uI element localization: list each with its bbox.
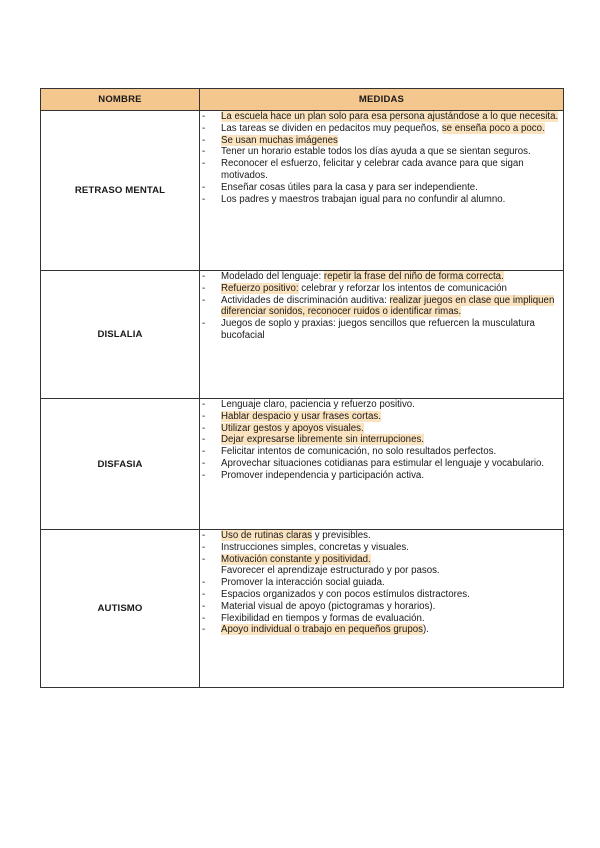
- measures-list: [200, 271, 563, 342]
- highlighted-text: Uso de rutinas claras: [221, 530, 312, 541]
- list-item: [200, 194, 563, 206]
- list-item: [200, 530, 563, 542]
- item-text: Espacios organizados y con pocos estímulos distractores.: [221, 588, 470, 600]
- item-text: Enseñar cosas útiles para la casa y para ser independiente.: [221, 181, 478, 193]
- header-medidas: MEDIDAS: [200, 89, 564, 111]
- list-item: [200, 565, 563, 577]
- item-text: Reconocer el esfuerzo, felicitar y celebrar cada avance para que sigan motivados.: [221, 158, 524, 181]
- item-text: Juegos de soplo y praxias: juegos sencillos que refuercen la musculatura bucofacial: [221, 318, 535, 341]
- row-name: DISLALIA: [41, 271, 200, 399]
- list-item: [200, 423, 563, 435]
- list-item: [200, 470, 563, 482]
- item-text: y previsibles.: [312, 530, 371, 541]
- highlighted-text: repetir la frase del niño de forma correcta.: [323, 271, 504, 282]
- list-item: [200, 399, 563, 411]
- item-text: Los padres y maestros trabajan igual para no confundir al alumno.: [221, 193, 506, 205]
- highlighted-text: Refuerzo positivo:: [221, 282, 299, 294]
- highlighted-text: La escuela hace un plan solo para esa persona ajustándose a lo que necesita.: [221, 111, 559, 122]
- table-header-row: [41, 89, 564, 111]
- measures-list: [200, 530, 563, 636]
- row-name: DISFASIA: [41, 399, 200, 530]
- list-item: [200, 318, 563, 342]
- table-row: [41, 530, 564, 688]
- row-name: RETRASO MENTAL: [41, 111, 200, 271]
- list-item: [200, 458, 563, 470]
- row-measures: [200, 271, 564, 399]
- list-item: [200, 158, 563, 182]
- item-text: Promover independencia y participación activa.: [221, 469, 425, 481]
- list-item: [200, 146, 563, 158]
- list-item: [200, 624, 563, 636]
- list-item: [200, 434, 563, 446]
- item-text: Flexibilidad en tiempos y formas de evaluación.: [221, 612, 425, 624]
- highlighted-text: Motivación constante y positividad.: [221, 553, 371, 565]
- list-item: [200, 446, 563, 458]
- highlighted-text: Utilizar gestos y apoyos visuales.: [221, 422, 364, 434]
- row-name: AUTISMO: [41, 530, 200, 688]
- item-text: ).: [422, 624, 429, 636]
- item-text: Promover la interacción social guiada.: [221, 577, 385, 589]
- list-item: [200, 542, 563, 554]
- item-text: Instrucciones simples, concretas y visuales.: [221, 541, 409, 553]
- measures-list: [200, 111, 563, 205]
- item-text: Lenguaje claro, paciencia y refuerzo positivo.: [221, 399, 415, 410]
- highlighted-text: Dejar expresarse libremente sin interrupciones.: [221, 434, 424, 446]
- row-measures: [200, 399, 564, 530]
- item-text: Actividades de discriminación auditiva:: [221, 294, 390, 306]
- list-item: [200, 613, 563, 625]
- list-item: [200, 271, 563, 283]
- list-item: [200, 123, 563, 135]
- header-nombre: NOMBRE: [41, 89, 200, 111]
- item-text: Favorecer el aprendizaje estructurado y por pasos.: [221, 565, 440, 577]
- table-row: [41, 271, 564, 399]
- list-item: [200, 135, 563, 147]
- highlighted-text: Hablar despacio y usar frases cortas.: [221, 410, 381, 422]
- list-item: [200, 283, 563, 295]
- list-item: [200, 411, 563, 423]
- list-item: [200, 589, 563, 601]
- highlighted-text: Se usan muchas imágenes: [221, 134, 338, 146]
- item-text: Las tareas se dividen en pedacitos muy pequeños,: [221, 122, 442, 134]
- item-text: Material visual de apoyo (pictogramas y horarios).: [221, 600, 436, 612]
- highlighted-text: se enseña poco a poco.: [441, 122, 545, 134]
- table-row: [41, 111, 564, 271]
- list-item: [200, 295, 563, 319]
- highlighted-text: realizar juegos en clase que impliquen diferenciar sonidos, reconocer ruidos o identificar rimas.: [221, 294, 555, 318]
- measures-list: [200, 399, 563, 482]
- item-text: Tener un horario estable todos los días ayuda a que se sientan seguros.: [221, 146, 531, 158]
- list-item: [200, 577, 563, 589]
- measures-table: [40, 88, 564, 688]
- list-item: [200, 111, 563, 123]
- table-row: [41, 399, 564, 530]
- list-item: [200, 601, 563, 613]
- item-text: Felicitar intentos de comunicación, no solo resultados perfectos.: [221, 446, 497, 458]
- row-measures: [200, 111, 564, 271]
- list-item: [200, 182, 563, 194]
- list-item: [200, 554, 563, 566]
- row-measures: [200, 530, 564, 688]
- item-text: celebrar y reforzar los intentos de comunicación: [298, 282, 507, 294]
- item-text: Modelado del lenguaje:: [221, 271, 324, 282]
- item-text: Aprovechar situaciones cotidianas para estimular el lenguaje y vocabulario.: [221, 457, 545, 469]
- highlighted-text: Apoyo individual o trabajo en pequeños grupos: [221, 624, 423, 636]
